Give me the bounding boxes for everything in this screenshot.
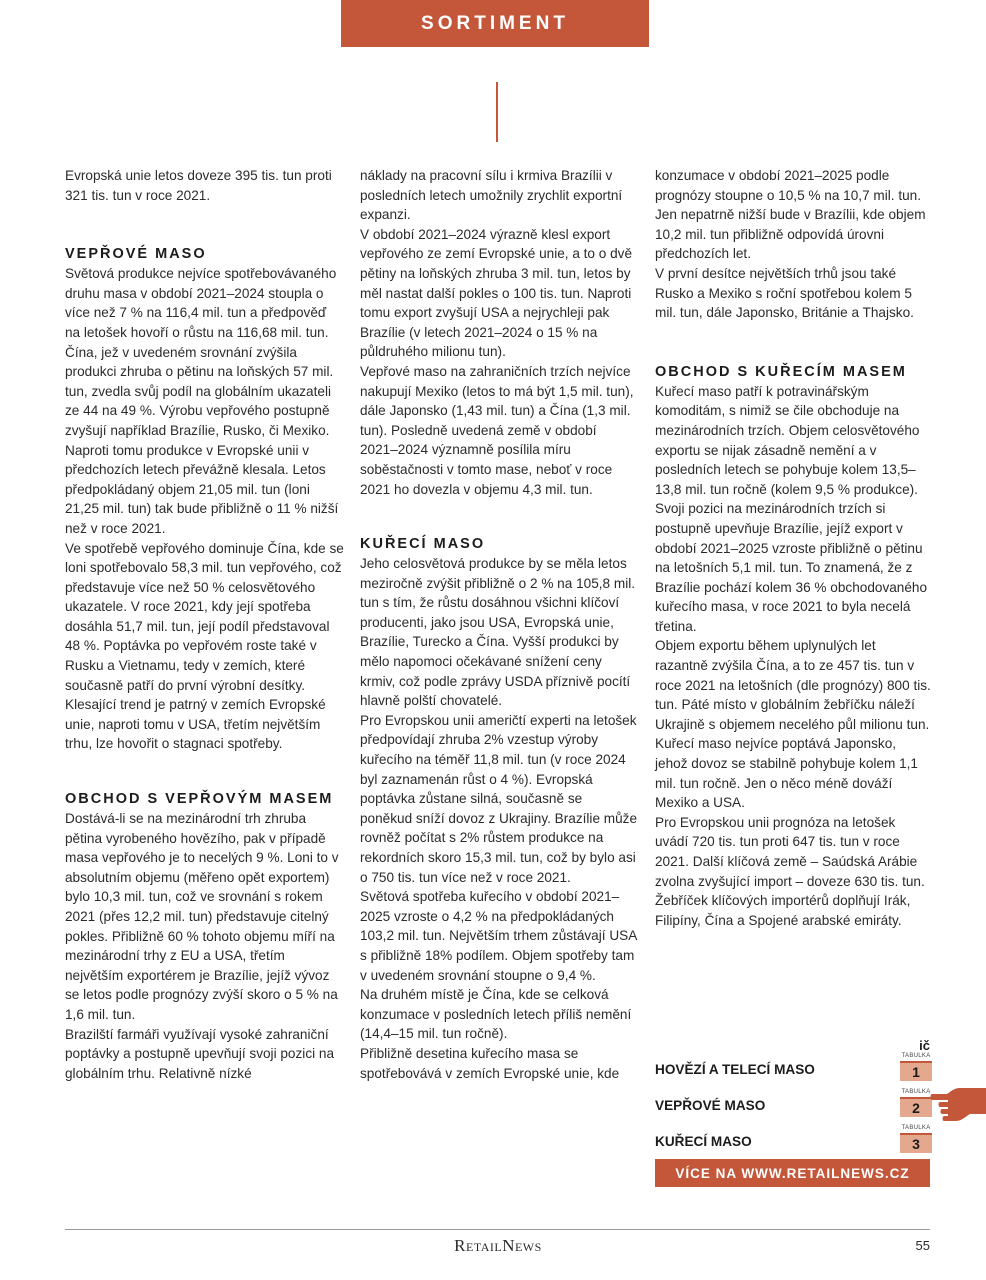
paragraph: Světová spotřeba kuřecího v období 2021–2025 vzroste o 4,2 % na předpokládaných 103,2 mil. tun. Největším trhem zůstávají USA s přibližně 18% podílem. Objem spotřeby tam v uvedeném srovnání stoupne o 9,4 %.: [360, 889, 637, 983]
table-reference-item[interactable]: [655, 1124, 932, 1154]
publication-logo: RetailNews: [454, 1236, 542, 1255]
paragraph: konzumace v období 2021–2025 podle prognózy stoupne o 10,5 % na 10,7 mil. tun. Jen nepatrně nižší bude v Brazílii, kde objem 10,2 mil. tun přibližně odpovídá úrovni předchozích let.: [655, 168, 926, 262]
decorative-divider: [496, 82, 498, 142]
paragraph: Ve spotřebě vepřového dominuje Čína, kde se loni spotřebovalo 58,3 mil. tun vepřového, což představuje více než 50 % celosvětového ukazatele. V roce 2021, kdy její spotřeba dosáhla 51,7 mil. tun, její podíl představoval 48 %. Poptávka po vepřovém roste také v Rusku a Vietnamu, tedy v zemích, které současně patří do první výrobní desítky. Klesající trend je patrný v zemích Evropské unie, naproti tomu v USA, třetím největším trhu, lze hovořit o stagnaci spotřeby.: [65, 540, 344, 752]
table-title: HOVĚZÍ A TELECÍ MASO: [655, 1062, 815, 1077]
pointing-hand-icon: [930, 1082, 986, 1126]
table-index-label: ič: [919, 1038, 930, 1053]
paragraph: Světová produkce nejvíce spotřebovávaného druhu masa v období 2021–2024 stoupla o více než 7 % na 116,4 mil. tun a předpověď na letošek hovoří o růstu na 116,68 mil. tun. Čína, jež v uvedeném srovnání zvýšila produkci zhruba o pětinu na loňských 57 mil. tun, zvedla svůj podíl na globálním ukazateli ze 44 na 49 %. Výrobu vepřového postupně zvyšují například Brazílie, Rusko, či Mexiko. Naproti tomu produkce v Evropské unii v předchozích letech převážně klesala. Letos předpokládaný objem 21,05 mil. tun (loni 21,25 mil. tun) tak bude přibližně o 11 % nižší než v roce 2021.: [65, 266, 339, 536]
paragraph: Kuřecí maso patří k potravinářským komoditám, s nimiž se čile obchoduje na mezinárodních trzích. Objem celosvětového exportu se nijak zásadně nemění a v posledních letech se pohybuje kolem 13,5–13,8 mil. tun ročně (kolem 9,5 % produkce).: [655, 383, 920, 497]
paragraph: náklady na pracovní sílu i krmiva Brazílii v posledních letech umožnily zrychlit exportní expanzi.: [360, 168, 623, 223]
paragraph: Přibližně desetina kuřecího masa se spotřebovává v zemích Evropské unie, kde: [360, 1045, 620, 1081]
column-2: [360, 166, 638, 1083]
table-badge-label: TABULKA: [901, 1089, 931, 1095]
paragraph: Objem exportu během uplynulých let razantně zvýšila Čína, a to ze 457 tis. tun v roce 2021 na letošních (dle prognózy) 800 tis. tun. Páté místo v globálním žebříčku náleží Ukrajině s objemem necelého půl milionu tun.: [655, 638, 931, 732]
section-heading: VEPŘOVÉ MASO: [65, 246, 207, 263]
paragraph: Svoji pozici na mezinárodních trzích si postupně upevňuje Brazílie, jejíž export v období 2021–2025 vzroste přibližně o pětinu na letošních 5,1 mil. tun. To znamená, že z Brazílie pochází kolem 36 % obchodovaného kuřecího masa, v roce 2021 to byla necelá třetina.: [655, 501, 928, 634]
paragraph: Jeho celosvětová produkce by se měla letos meziročně zvýšit přibližně o 2 % na 105,8 mil. tun s tím, že růstu dosáhnou všichni klíčoví producenti, jako jsou USA, Evropská unie, Brazílie, Turecko a Čína. Vyšší produkci by mělo napomoci očekávané snížení ceny krmiv, což podle zprávy USDA příznivě pocítí hlavně polští chovatelé.: [360, 556, 636, 709]
column-1: [65, 166, 345, 1083]
more-link-button[interactable]: VÍCE NA WWW.RETAILNEWS.CZ: [655, 1159, 930, 1187]
section-heading: KUŘECÍ MASO: [360, 536, 486, 553]
paragraph: Pro Evropskou unii prognóza na letošek uvádí 720 tis. tun proti 647 tis. tun v roce 2021. Další klíčová země – Saúdská Arábie zvolna zvyšující import – doveze 630 tis. tun. Žebříček klíčových importérů doplňují Irák, Filipíny, Čína a Spojené arabské emiráty.: [655, 814, 925, 928]
section-heading: OBCHOD S VEPŘOVÝM MASEM: [65, 791, 334, 808]
paragraph: V první desítce největších trhů jsou také Rusko a Mexiko s roční spotřebou kolem 5 mil. tun, dále Japonsko, Británie a Thajsko.: [655, 265, 914, 321]
paragraph: Evropská unie letos doveze 395 tis. tun proti 321 tis. tun v roce 2021.: [65, 168, 332, 203]
paragraph: Pro Evropskou unii američtí experti na letošek předpovídají zhruba 2% vzestup výroby kuřecího na téměř 11,8 mil. tun (v roce 2024 byl zaznamenán růst o 4 %). Evropská poptávka zůstane silná, současně se poněkud sníží dovoz z Ukrajiny. Brazílie může rovněž počítat s 2% růstem produkce na rekordních skoro 15,3 mil. tun, což by bylo asi o 750 tis. tun více než v roce 2021.: [360, 712, 638, 885]
table-badge: [900, 1088, 932, 1118]
table-badge-label: TABULKA: [901, 1053, 931, 1059]
table-reference-item[interactable]: [655, 1052, 932, 1082]
paragraph: Vepřové maso na zahraničních trzích nejvíce nakupují Mexiko (letos to má být 1,5 mil. tun), dále Japonsko (1,43 mil. tun) a Čína (1,3 mil. tun). Posledně uvedená země v období 2021–2024 významně posílila míru soběstačnosti v tomto mase, neboť v roce 2021 ho dovezla v objemu 4,3 mil. tun.: [360, 363, 634, 497]
section-banner: SORTIMENT: [341, 0, 649, 47]
paragraph: Kuřecí maso nejvíce poptává Japonsko, jehož dovoz se stabilně pohybuje kolem 1,1 mil. tun ročně. Jen o něco méně dováží Mexiko a USA.: [655, 736, 918, 811]
table-badge: [900, 1052, 932, 1082]
table-badge-number: 3: [900, 1133, 932, 1153]
table-badge-number: 1: [900, 1061, 932, 1081]
section-heading: OBCHOD S KUŘECÍM MASEM: [655, 363, 907, 380]
paragraph: Brazilští farmáři využívají vysoké zahraniční poptávky a postupně upevňují svoji pozici na globálním trhu. Relativně nízké: [65, 1026, 335, 1081]
table-title: VEPŘOVÉ MASO: [655, 1098, 766, 1113]
footer-divider: [65, 1229, 930, 1230]
table-reference-item[interactable]: [655, 1088, 932, 1118]
table-badge-number: 2: [900, 1097, 932, 1117]
page-number: 55: [915, 1238, 930, 1253]
table-title: KUŘECÍ MASO: [655, 1134, 752, 1149]
paragraph: V období 2021–2024 výrazně klesl export vepřového ze zemí Evropské unie, a to o dvě pětiny na loňských zhruba 3 mil. tun, letos by měl nastat další pokles o 100 tis. tun. Naproti tomu export zvyšují USA a nejrychleji pak Brazílie (v letech 2021–2024 o 15 % na půldruhého milionu tun).: [360, 226, 633, 360]
column-3: [655, 166, 932, 930]
paragraph: Dostává-li se na mezinárodní trh zhruba pětina vyrobeného hovězího, pak v případě masa vepřového je to necelých 9 %. Loni to v absolutním objemu (měřeno opět exportem) bylo 10,3 mil. tun, což ve srovnání s rokem 2021 (přes 12,2 mil. tun) představuje citelný pokles. Přibližně 60 % tohoto objemu míří na mezinárodní trhy z EU a USA, třetím největším exportérem je Brazílie, jejíž vývoz se letos podle prognózy zvýší skoro o 5 % na 1,6 mil. tun.: [65, 811, 339, 1022]
paragraph: Na druhém místě je Čína, kde se celková konzumace v posledních letech příliš nemění (14,4–15 mil. tun ročně).: [360, 987, 632, 1042]
table-badge: [900, 1124, 932, 1154]
table-badge-label: TABULKA: [901, 1125, 931, 1131]
